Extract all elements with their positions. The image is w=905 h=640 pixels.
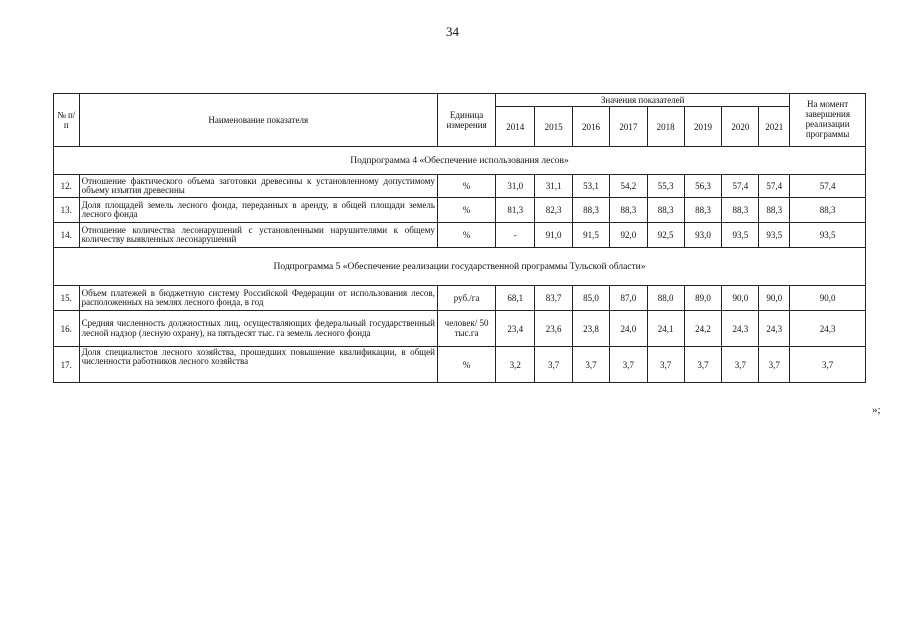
row-value: 87,0 xyxy=(609,286,647,311)
row-value: 82,3 xyxy=(535,198,573,223)
row-value: - xyxy=(496,223,535,248)
row-value: 54,2 xyxy=(609,175,647,198)
header-year: 2019 xyxy=(684,107,722,147)
header-year: 2016 xyxy=(573,107,610,147)
row-name: Доля специалистов лесного хозяйства, прошедших повышение квалификации, в общей численности работников лесного хозяйства xyxy=(79,347,437,383)
row-value: 23,8 xyxy=(573,311,610,347)
row-value: 81,3 xyxy=(496,198,535,223)
row-final: 24,3 xyxy=(790,311,866,347)
row-value: 24,1 xyxy=(647,311,684,347)
row-unit: % xyxy=(437,198,495,223)
table-row xyxy=(54,175,866,198)
row-num: 15. xyxy=(54,286,80,311)
row-unit: % xyxy=(437,347,495,383)
row-unit: % xyxy=(437,175,495,198)
row-value: 91,0 xyxy=(535,223,573,248)
row-name: Объем платежей в бюджетную систему Российской Федерации от использования лесов, расположенных на землях лесного фонда, в год xyxy=(79,286,437,311)
header-unit: Единица измерения xyxy=(437,94,495,147)
row-value: 23,4 xyxy=(496,311,535,347)
row-name: Средняя численность должностных лиц, осуществляющих федеральный государственный лесной надзор (лесную охрану), на пятьдесят тыс. га земель лесного фонда xyxy=(79,311,437,347)
row-value: 3,2 xyxy=(496,347,535,383)
row-value: 92,0 xyxy=(609,223,647,248)
row-unit: человек/ 50 тыс.га xyxy=(437,311,495,347)
header-year: 2021 xyxy=(759,107,790,147)
row-num: 12. xyxy=(54,175,80,198)
row-value: 93,5 xyxy=(722,223,759,248)
row-value: 3,7 xyxy=(722,347,759,383)
header-year: 2017 xyxy=(609,107,647,147)
row-value: 24,3 xyxy=(722,311,759,347)
header-row-top xyxy=(54,94,866,107)
row-final: 93,5 xyxy=(790,223,866,248)
row-value: 57,4 xyxy=(722,175,759,198)
section-row xyxy=(54,248,866,286)
row-value: 3,7 xyxy=(609,347,647,383)
row-num: 16. xyxy=(54,311,80,347)
table-row xyxy=(54,347,866,383)
row-value: 88,3 xyxy=(647,198,684,223)
row-value: 88,3 xyxy=(722,198,759,223)
table-row xyxy=(54,311,866,347)
row-final: 88,3 xyxy=(790,198,866,223)
header-year: 2015 xyxy=(535,107,573,147)
table-row xyxy=(54,198,866,223)
row-value: 24,2 xyxy=(684,311,722,347)
row-final: 57,4 xyxy=(790,175,866,198)
header-year: 2014 xyxy=(496,107,535,147)
row-value: 55,3 xyxy=(647,175,684,198)
row-value: 31,0 xyxy=(496,175,535,198)
section-title: Подпрограмма 5 «Обеспечение реализации государственной программы Тульской области» xyxy=(54,248,866,286)
row-value: 56,3 xyxy=(684,175,722,198)
row-value: 89,0 xyxy=(684,286,722,311)
row-value: 3,7 xyxy=(535,347,573,383)
row-value: 83,7 xyxy=(535,286,573,311)
table-row xyxy=(54,223,866,248)
row-value: 93,0 xyxy=(684,223,722,248)
indicators-table xyxy=(53,93,866,383)
row-value: 57,4 xyxy=(759,175,790,198)
row-value: 85,0 xyxy=(573,286,610,311)
closing-quote-mark: »; xyxy=(872,404,881,416)
row-name: Отношение фактического объема заготовки древесины к установленному допустимому объему изъятия древесины xyxy=(79,175,437,198)
header-values-group: Значения показателей xyxy=(496,94,790,107)
row-unit: % xyxy=(437,223,495,248)
header-num: № п/п xyxy=(54,94,80,147)
header-year: 2020 xyxy=(722,107,759,147)
row-name: Отношение количества лесонарушений с установленными нарушителями к общему количеству выявленных лесонарушений xyxy=(79,223,437,248)
page-number: 34 xyxy=(446,24,459,39)
header-name: Наименование показателя xyxy=(79,94,437,147)
row-value: 88,3 xyxy=(684,198,722,223)
row-unit: руб./га xyxy=(437,286,495,311)
row-value: 23,6 xyxy=(535,311,573,347)
row-value: 24,0 xyxy=(609,311,647,347)
row-value: 3,7 xyxy=(573,347,610,383)
row-value: 3,7 xyxy=(759,347,790,383)
row-value: 93,5 xyxy=(759,223,790,248)
row-value: 88,3 xyxy=(609,198,647,223)
row-value: 88,0 xyxy=(647,286,684,311)
row-num: 13. xyxy=(54,198,80,223)
table-row xyxy=(54,286,866,311)
row-value: 92,5 xyxy=(647,223,684,248)
section-row xyxy=(54,147,866,175)
row-value: 90,0 xyxy=(722,286,759,311)
row-value: 3,7 xyxy=(684,347,722,383)
row-value: 90,0 xyxy=(759,286,790,311)
header-final: На момент завершения реализации программы xyxy=(790,94,866,147)
row-num: 17. xyxy=(54,347,80,383)
row-name: Доля площадей земель лесного фонда, переданных в аренду, в общей площади земель лесного фонда xyxy=(79,198,437,223)
row-value: 88,3 xyxy=(573,198,610,223)
row-value: 24,3 xyxy=(759,311,790,347)
row-value: 91,5 xyxy=(573,223,610,248)
section-title: Подпрограмма 4 «Обеспечение использования лесов» xyxy=(54,147,866,175)
row-value: 3,7 xyxy=(647,347,684,383)
row-value: 53,1 xyxy=(573,175,610,198)
row-value: 31,1 xyxy=(535,175,573,198)
row-num: 14. xyxy=(54,223,80,248)
header-year: 2018 xyxy=(647,107,684,147)
row-final: 3,7 xyxy=(790,347,866,383)
row-value: 88,3 xyxy=(759,198,790,223)
row-final: 90,0 xyxy=(790,286,866,311)
row-value: 68,1 xyxy=(496,286,535,311)
